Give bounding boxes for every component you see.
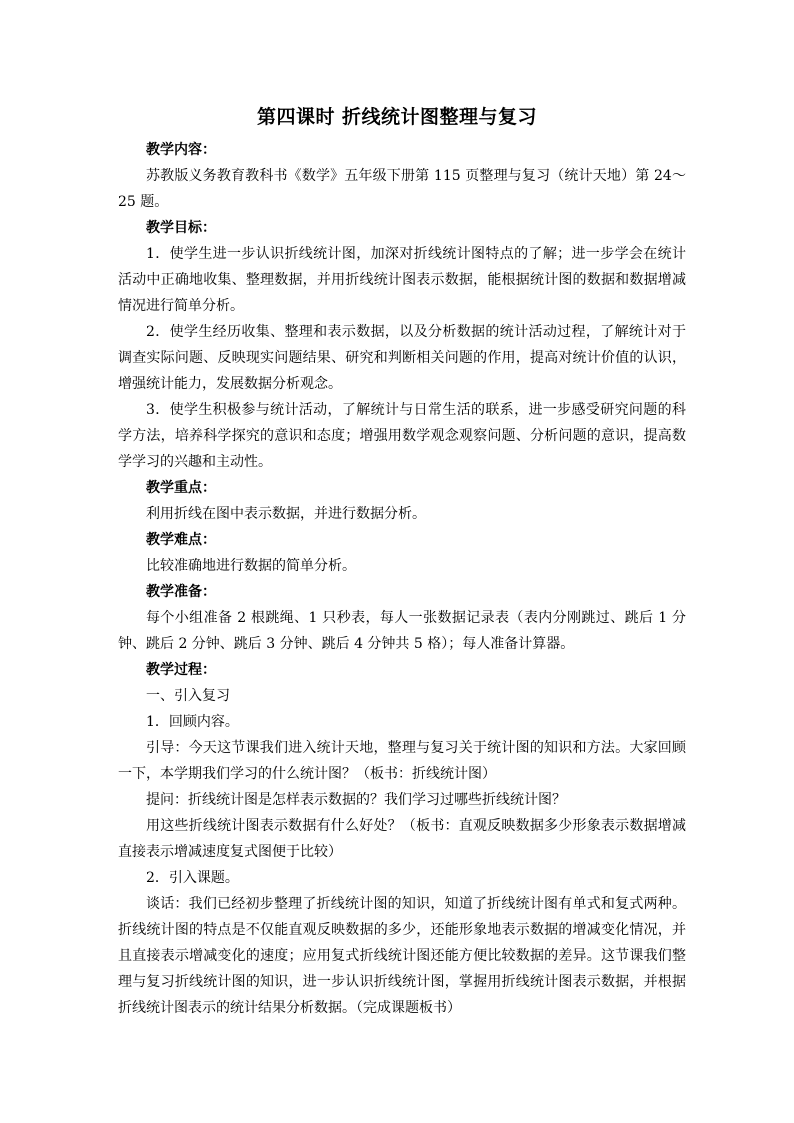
paragraph-guide: 引导：今天这节课我们进入统计天地，整理与复习关于统计图的知识和方法。大家回顾一下，本学期我们学习的什么统计图？（板书：折线统计图）: [118, 740, 686, 782]
document-body: [118, 137, 686, 1021]
paragraph-talk: 谈话：我们已经初步整理了折线统计图的知识，知道了折线统计图有单式和复式两种。折线统计图的特点是不仅能直观反映数据的多少，还能形象地表示数据的增减变化情况，并且直接表示增减变化的速度；应用复式折线统计图还能方便比较数据的差异。这节课我们整理与复习折线统计图的知识，进一步认识折线统计图，掌握用折线统计图表示数据，并根据折线统计图表示的统计结果分析数据。（完成课题板书）: [118, 896, 686, 1016]
paragraph-difficulty: 比较准确地进行数据的简单分析。: [146, 558, 356, 574]
section-heading-goals: 教学目标：: [146, 220, 216, 236]
paragraph-goal-3: 3．使学生积极参与统计活动，了解统计与日常生活的联系，进一步感受研究问题的科学方法，培养科学探究的意识和态度；增强用数学观念观察问题、分析问题的意识，提高数学学习的兴趣和主动性。: [118, 402, 686, 470]
section-heading-prep: 教学准备：: [146, 584, 216, 600]
paragraph-goal-1: 1．使学生进一步认识折线统计图，加深对折线统计图特点的了解；进一步学会在统计活动中正确地收集、整理数据，并用折线统计图表示数据，能根据统计图的数据和数据增减情况进行简单分析。: [118, 246, 686, 314]
paragraph-step-1: 1．回顾内容。: [146, 714, 239, 730]
lesson-title: 第四课时 折线统计图整理与复习: [256, 106, 538, 128]
paragraph-benefit: 用这些折线统计图表示数据有什么好处？（板书：直观反映数据多少形象表示数据增减直接表示增减速度复式图便于比较）: [118, 818, 686, 860]
paragraph-part-1: 一、引入复习: [146, 688, 230, 704]
paragraph-step-2: 2．引入课题。: [146, 870, 239, 886]
paragraph-goal-2: 2．使学生经历收集、整理和表示数据，以及分析数据的统计活动过程，了解统计对于调查实际问题、反映现实问题结果、研究和判断相关问题的作用，提高对统计价值的认识，增强统计能力，发展数据分析观念。: [118, 324, 686, 392]
section-heading-key: 教学重点：: [146, 480, 216, 496]
paragraph-key: 利用折线在图中表示数据，并进行数据分析。: [146, 506, 426, 522]
paragraph-prep: 每个小组准备 2 根跳绳、1 只秒表，每人一张数据记录表（表内分刚跳过、跳后 1 分钟、跳后 2 分钟、跳后 3 分钟、跳后 4 分钟共 5 格）；每人准备计算器。: [118, 610, 686, 652]
section-heading-difficulty: 教学难点：: [146, 532, 216, 548]
paragraph-content: 苏教版义务教育教科书《数学》五年级下册第 115 页整理与复习（统计天地）第 24～25 题。: [118, 168, 686, 210]
section-heading-process: 教学过程：: [146, 662, 216, 678]
paragraph-question: 提问：折线统计图是怎样表示数据的？我们学习过哪些折线统计图？: [146, 792, 566, 808]
section-heading-content: 教学内容：: [146, 142, 216, 158]
